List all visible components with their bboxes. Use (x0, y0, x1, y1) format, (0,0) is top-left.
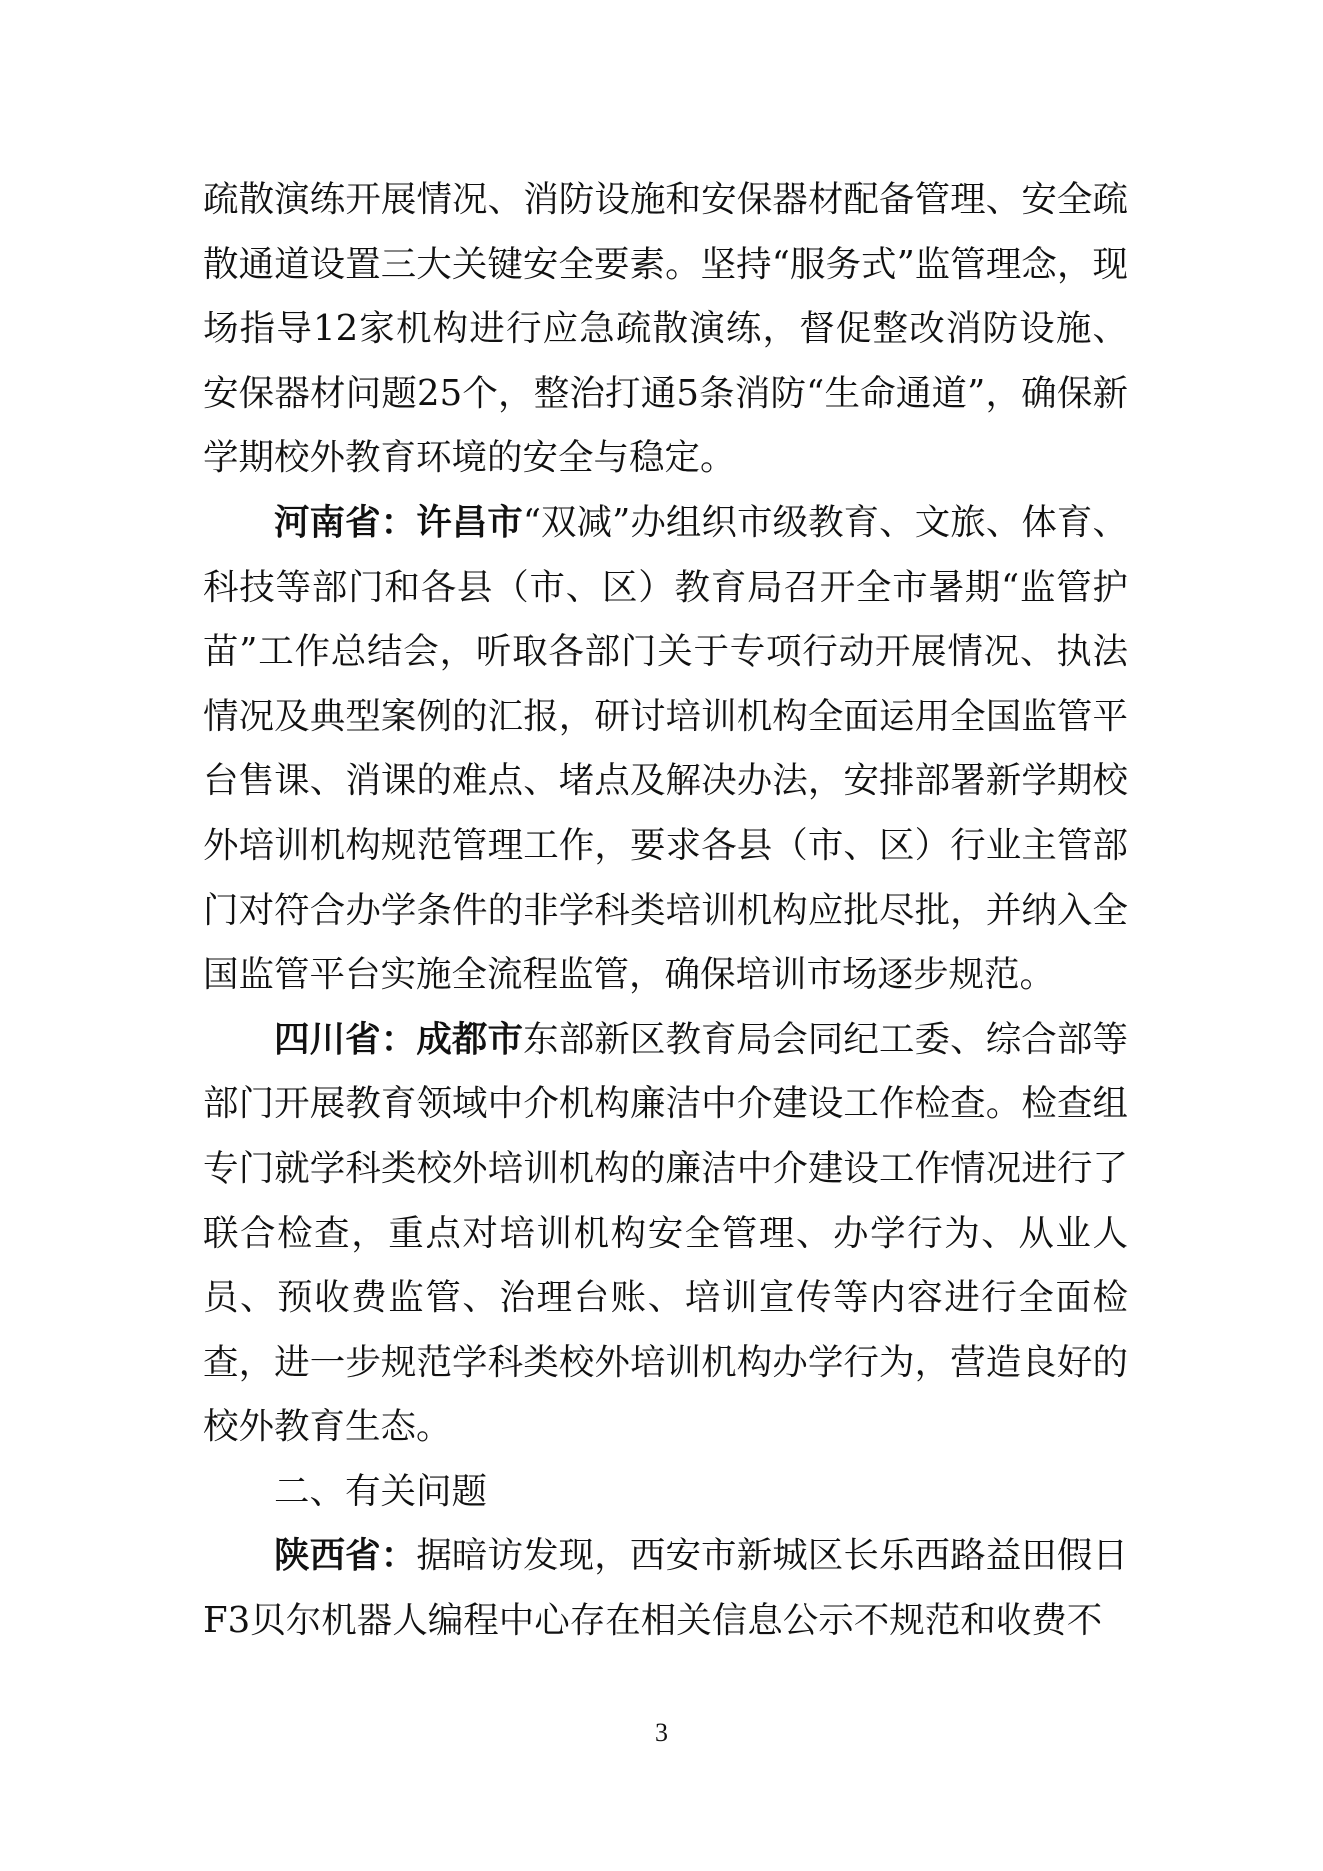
paragraph-text: 东部新区教育局会同纪工委、综合部等部门开展教育领域中介机构廉洁中介建设工作检查。检查组专门就学科类校外培训机构的廉洁中介建设工作情况进行了联合检查，重点对培训机构安全管理、办学行为、从业人员、预收费监管、治理台账、培训宣传等内容进行全面检查，进一步规范学科类校外培训机构办学行为，营造良好的校外教育生态。 (203, 1018, 1128, 1448)
document-body (203, 168, 1128, 1654)
paragraph-henan (203, 491, 1128, 1008)
paragraph-sichuan (203, 1008, 1128, 1460)
section-heading: 二、有关问题 (274, 1470, 488, 1512)
paragraph-text: 据暗访发现，西安市新城区长乐西路益田假日F3贝尔机器人编程中心存在相关信息公示不规范和收费不 (203, 1535, 1128, 1642)
paragraph-shaanxi (203, 1524, 1128, 1653)
region-label: 四川省：成都市 (274, 1018, 524, 1060)
paragraph-continuation (203, 168, 1128, 491)
page-number: 3 (655, 1718, 668, 1747)
region-label: 陕西省： (274, 1535, 417, 1577)
paragraph-text: “双减”办组织市级教育、文旅、体育、科技等部门和各县（市、区）教育局召开全市暑期“监管护苗”工作总结会，听取各部门关于专项行动开展情况、执法情况及典型案例的汇报，研讨培训机构全面运用全国监管平台售课、消课的难点、堵点及解决办法，安排部署新学期校外培训机构规范管理工作，要求各县（市、区）行业主管部门对符合办学条件的非学科类培训机构应批尽批，并纳入全国监管平台实施全流程监管，确保培训市场逐步规范。 (203, 501, 1128, 996)
paragraph-text: 疏散演练开展情况、消防设施和安保器材配备管理、安全疏散通道设置三大关键安全要素。坚持“服务式”监管理念，现场指导12家机构进行应急疏散演练，督促整改消防设施、安保器材问题25个，整治打通5条消防“生命通道”，确保新学期校外教育环境的安全与稳定。 (203, 179, 1128, 479)
region-label: 河南省：许昌市 (274, 501, 523, 543)
